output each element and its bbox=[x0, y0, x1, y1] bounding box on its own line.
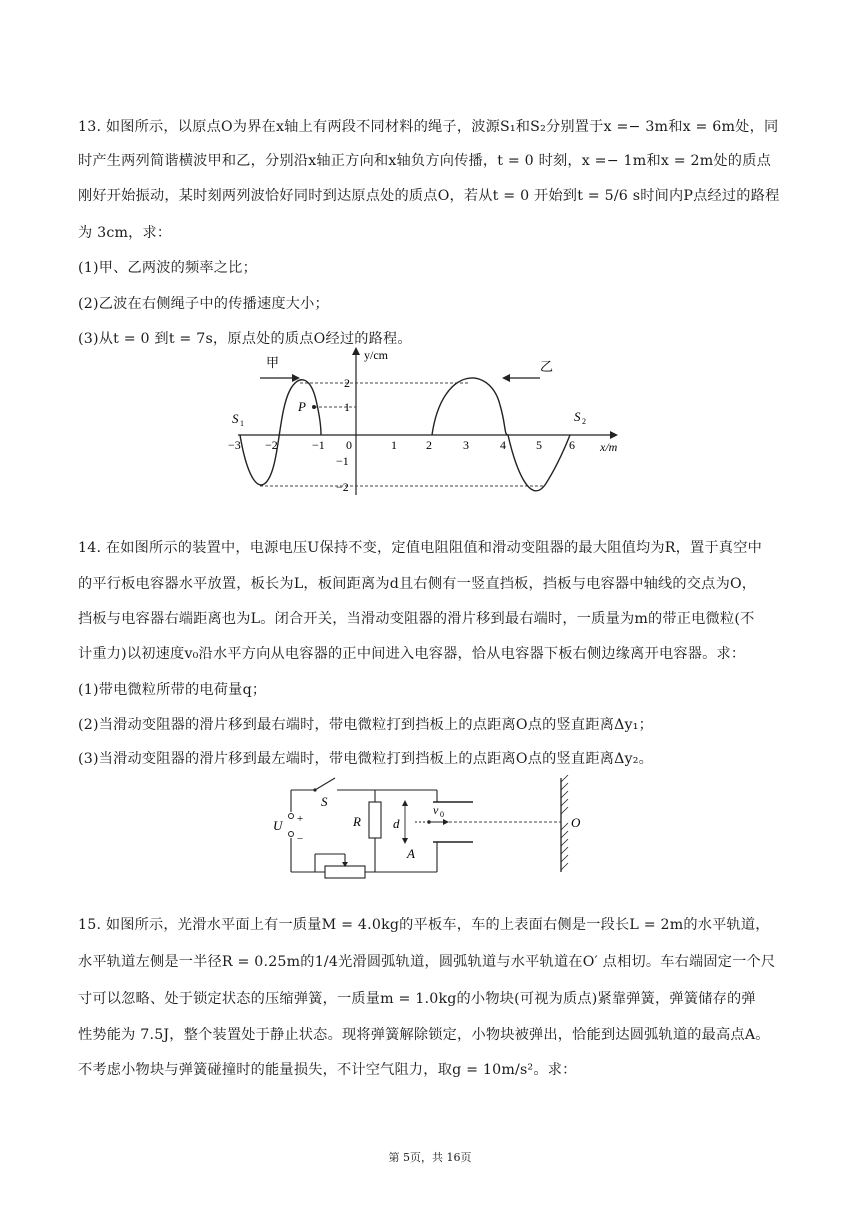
q15-line-2: 水平轨道左侧是一半径R = 0.25m的1/4光滑圆弧轨道，圆弧轨道与水平轨道在O′ 点相切。车右端固定一个尺 bbox=[78, 954, 776, 970]
label-a: A bbox=[407, 846, 415, 861]
x-tick: −2 bbox=[265, 438, 278, 452]
q13-line-2: 时产生两列简谐横波甲和乙，分别沿x轴正方向和x轴负方向传播，t = 0 时刻，x =− 1m和x = 2m处的质点 bbox=[78, 153, 771, 169]
label-plus: + bbox=[297, 813, 304, 825]
q13-line-3: 刚好开始振动，某时刻两列波恰好同时到达原点处的质点O，若从t = 0 开始到t = 5/6 s时间内P点经过的路程 bbox=[78, 188, 780, 204]
q14-subq-3: (3)当滑动变阻器的滑片移到最左端时，带电微粒打到挡板上的点距离O点的竖直距离Δy₂。 bbox=[78, 751, 654, 767]
label-minus: − bbox=[297, 833, 304, 845]
velocity-arrow-icon bbox=[443, 819, 449, 825]
y-tick: 2 bbox=[344, 376, 350, 390]
q13-subq-3: (3)从t = 0 到t = 7s，原点处的质点O经过的路程。 bbox=[78, 331, 412, 347]
particle bbox=[427, 820, 431, 824]
x-tick: 1 bbox=[391, 438, 397, 452]
q15-line-4: 性势能为 7.5J，整个装置处于静止状态。现将弹簧解除锁定，小物块被弹出，恰能到达圆弧轨道的最高点A。 bbox=[78, 1027, 770, 1043]
label-u: U bbox=[273, 818, 283, 833]
q13-line-1: 13. 如图所示，以原点O为界在x轴上有两段不同材料的绳子，波源S₁和S₂分别置于x =− 3m和x = 6m处，同 bbox=[78, 119, 779, 135]
q14-subq-1: (1)带电微粒所带的电荷量q； bbox=[78, 682, 267, 698]
label-d: d bbox=[393, 816, 400, 831]
point-p bbox=[312, 405, 316, 409]
label-v0-sub: 0 bbox=[440, 810, 444, 819]
label-o: O bbox=[571, 815, 581, 830]
x-tick: 0 bbox=[346, 438, 352, 452]
x-tick-labels bbox=[228, 438, 575, 452]
resistor-r bbox=[369, 802, 381, 838]
q14-subq-2: (2)当滑动变阻器的滑片移到最右端时，带电微粒打到挡板上的点距离O点的竖直距离Δy₁； bbox=[78, 717, 654, 733]
x-tick: 6 bbox=[569, 438, 575, 452]
label-s: S bbox=[321, 794, 328, 809]
q15-line-3: 寸可以忽略、处于锁定状态的压缩弹簧，一质量m = 1.0kg的小物块(可视为质点)紧靠弹簧，弹簧储存的弹 bbox=[78, 991, 756, 1007]
label-s1-sub: 1 bbox=[240, 419, 244, 428]
q14-line-4: 计重力)以初速度v₀沿水平方向从电容器的正中间进入电容器，恰从电容器下板右侧边缘离开电容器。求： bbox=[78, 646, 746, 662]
rheostat bbox=[325, 866, 365, 878]
label-jia: 甲 bbox=[266, 355, 280, 370]
label-yi: 乙 bbox=[540, 359, 554, 374]
x-tick: 4 bbox=[500, 438, 506, 452]
x-tick: −1 bbox=[312, 438, 325, 452]
label-r: R bbox=[353, 814, 361, 829]
x-tick: 3 bbox=[463, 438, 469, 452]
q13-line-4: 为 3cm，求： bbox=[78, 225, 172, 241]
q15-line-1: 15. 如图所示，光滑水平面上有一质量M = 4.0kg的平板车，车的上表面右侧是一段长L = 2m的水平轨道， bbox=[78, 917, 770, 933]
x-axis-label: x/m bbox=[600, 440, 618, 454]
switch-icon bbox=[315, 778, 335, 790]
q13-subq-2: (2)乙波在右侧绳子中的传播速度大小； bbox=[78, 296, 329, 312]
label-s2: S bbox=[574, 409, 581, 424]
y-tick: −1 bbox=[336, 454, 349, 468]
label-s1: S bbox=[232, 411, 239, 426]
page-footer: 第 5页，共 16页 bbox=[388, 1151, 472, 1164]
y-tick: −2 bbox=[336, 480, 349, 494]
y-axis-label: y/cm bbox=[364, 348, 388, 362]
wave-figure bbox=[220, 345, 640, 505]
label-v0: v bbox=[433, 803, 439, 817]
x-tick: −3 bbox=[228, 438, 241, 452]
label-s2-sub: 2 bbox=[582, 417, 586, 426]
wave-jia bbox=[240, 380, 321, 485]
x-tick: 5 bbox=[536, 438, 542, 452]
circuit-figure bbox=[265, 772, 605, 882]
y-tick: 1 bbox=[344, 400, 350, 414]
q13-subq-1: (1)甲、乙两波的频率之比； bbox=[78, 260, 257, 276]
label-p: P bbox=[298, 399, 306, 414]
q14-line-1: 14. 在如图所示的装置中，电源电压U保持不变，定值电阻阻值和滑动变阻器的最大阻值均为R，置于真空中 bbox=[78, 540, 762, 556]
q14-line-3: 挡板与电容器右端距离也为L。闭合开关，当滑动变阻器的滑片移到最右端时，一质量为m的带正电微粒(不 bbox=[78, 611, 755, 627]
q15-line-5: 不考虑小物块与弹簧碰撞时的能量损失，不计空气阻力，取g = 10m/s²。求： bbox=[78, 1062, 577, 1078]
q14-line-2: 的平行板电容器水平放置，板长为L，板间距离为d且右侧有一竖直挡板，挡板与电容器中轴线的交点为O， bbox=[78, 576, 757, 592]
x-tick: 2 bbox=[426, 438, 432, 452]
